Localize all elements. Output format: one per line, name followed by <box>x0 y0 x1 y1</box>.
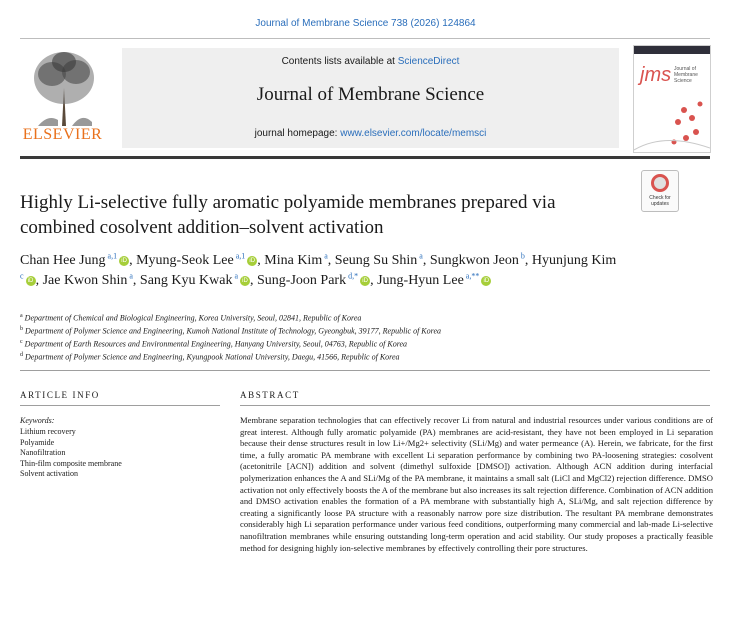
homepage-prefix: journal homepage: <box>254 128 341 139</box>
orcid-icon[interactable]: iD <box>240 276 250 286</box>
journal-masthead <box>122 48 619 148</box>
author-list: Chan Hee Jung $^{a,1}$iD , Myung-Seok Lee $^{a,1}$iD , Mina Kim $^a$, Seung Su Shin $^a$, Sungkwon Jeon $^b$, Hyunjung Kim $^c$iD , Jae Kwon Shin $^a$, Sang Kyu Kwak $^a$iD , Sung-Joon Park $^{d,*}$iD , Jung-Hyun Lee $^{a,**}$iD <box>20 251 617 288</box>
journal-homepage-link[interactable]: www.elsevier.com/locate/memsci <box>340 128 487 139</box>
affiliation-key: a <box>20 313 23 319</box>
keyword: Thin-film composite membrane <box>20 458 122 468</box>
homepage-line <box>122 128 619 139</box>
affiliation-text: Department of Earth Resources and Environmental Engineering, Hanyang University, Seoul, 04763, Republic of Korea <box>22 339 408 349</box>
abstract-heading: ABSTRACT <box>240 390 300 400</box>
author-affiliation-marker[interactable]: c <box>20 271 24 281</box>
abstract-text: Membrane separation technologies that can effectively recover Li from natural and industrial resources under various conditions are of great interest. Although fully aromatic polyamide (PA) membranes are acid-resistant, they have not been employed in Li separation because their dense structures result in low Li+/Mg2+ selectivity (SLi/Mg) and water permeance (A). Herein, we fabricate, for the first time, a fully aromatic PA membrane with excellent Li separation performance by combining two PA-loosening strategies: cosolvent (acetonitrile [ACN]) addition and solvent (dimethyl sulfoxide [DMSO]) activation. Although ACN addition during interfacial polymerization enhances the A and SLi/Mg of the PA membrane, it maintains a small salt (LiCl and MgCl2) rejection difference. DMSO activation not only effectively boosts the A of the membrane but also increases its salt rejection difference. Combination of ACN addition and DMSO activation enables the formation of a PA membrane with substantially high A, SLi/Mg, and salt rejection difference by creating a significantly loose PA structure with a reasonably narrow pore size distribution. The resultant PA membrane demonstrates considerably high Li separation performance under various feed conditions, outperforming many commercial and lab-made Li-selective nanofiltration membranes while ensuring outstanding long-term operation and acid stability. Our study proposes a practically feasible method for designing highly ion-selective membranes by effectively controlling their pore structures. <box>240 415 713 553</box>
keyword: Lithium recovery <box>20 427 76 436</box>
affiliation-text: Department of Polymer Science and Engineering, Kyungpook National University, Daegu, 41566, Republic of Korea <box>23 353 400 363</box>
author-affiliation-marker[interactable]: b <box>518 251 525 261</box>
contents-prefix: Contents lists available at <box>281 56 398 67</box>
author-affiliation-marker[interactable]: a <box>417 251 423 261</box>
author-name[interactable]: Jung-Hyun Lee <box>377 273 464 288</box>
author[interactable] <box>430 253 525 268</box>
abstract-divider <box>240 405 710 406</box>
check-for-updates-button[interactable] <box>641 170 679 212</box>
author[interactable] <box>140 273 250 288</box>
author-name[interactable]: Mina Kim <box>264 253 323 268</box>
author-name[interactable]: Sung-Joon Park <box>257 273 347 288</box>
orcid-icon[interactable]: iD <box>247 256 257 266</box>
cover-art-icon <box>634 92 710 152</box>
author-affiliation-marker[interactable]: a,** <box>463 271 480 281</box>
affiliation <box>20 311 710 324</box>
cover-subtitle: Journal of Membrane Science <box>674 66 698 84</box>
section-divider <box>20 370 710 371</box>
article-info-divider <box>20 405 220 406</box>
author-name[interactable]: Sang Kyu Kwak <box>139 273 233 288</box>
article-title: Highly Li-selective fully aromatic polyamide membranes prepared via combined cosolvent addition–solvent activation <box>20 192 556 238</box>
author-name[interactable]: Sungkwon Jeon <box>429 253 519 268</box>
author[interactable] <box>335 253 423 268</box>
keywords-label: Keywords: <box>20 416 55 425</box>
cover-top-band <box>634 46 710 54</box>
author-affiliation-marker[interactable]: d,* <box>346 271 359 281</box>
orcid-icon[interactable]: iD <box>119 256 129 266</box>
affiliation <box>20 337 710 350</box>
journal-cover[interactable] <box>633 45 711 153</box>
affiliation-list <box>20 311 710 364</box>
keyword: Solvent activation <box>20 469 78 479</box>
affiliation-key: c <box>20 339 23 346</box>
top-divider <box>20 38 710 39</box>
affiliation-key: b <box>20 326 23 333</box>
sciencedirect-link[interactable]: ScienceDirect <box>397 56 460 67</box>
author-name[interactable]: Myung-Seok Lee <box>136 253 234 268</box>
affiliation-key: d <box>20 352 23 359</box>
contents-line <box>122 56 619 67</box>
author-affiliation-marker[interactable]: a <box>127 271 133 281</box>
journal-citation[interactable]: Journal of Membrane Science 738 (2026) 124864 <box>255 18 476 29</box>
keyword: Nanofiltration <box>20 448 66 458</box>
author[interactable] <box>377 273 491 288</box>
keyword: Polyamide <box>20 437 55 447</box>
author[interactable] <box>257 273 370 288</box>
author[interactable] <box>20 253 129 268</box>
elsevier-logo[interactable] <box>20 48 105 148</box>
author-affiliation-marker[interactable]: a,1 <box>105 251 118 261</box>
elsevier-wordmark: ELSEVIER <box>22 126 103 143</box>
elsevier-tree-icon <box>28 48 100 128</box>
author[interactable] <box>43 273 133 288</box>
keyword-list <box>20 427 220 480</box>
orcid-icon[interactable]: iD <box>360 276 370 286</box>
header-divider <box>20 156 710 159</box>
affiliation-text: Department of Polymer Science and Engineering, Kumoh National Institute of Technology, Gyeongbuk, 39177, Republic of Korea <box>23 326 442 336</box>
author-name[interactable]: Chan Hee Jung <box>20 253 106 268</box>
affiliation-text: Department of Chemical and Biological Engineering, Korea University, Seoul, 02841, Republic of Korea <box>22 313 362 323</box>
author-name[interactable]: Jae Kwon Shin <box>42 273 128 288</box>
article-info-heading: ARTICLE INFO <box>20 390 100 400</box>
author-name[interactable]: Hyunjung Kim <box>531 253 617 268</box>
affiliation <box>20 324 710 337</box>
author[interactable] <box>264 253 328 268</box>
check-updates-icon <box>651 174 669 192</box>
author-name[interactable]: Seung Su Shin <box>334 253 418 268</box>
orcid-icon[interactable]: iD <box>481 276 491 286</box>
orcid-icon[interactable]: iD <box>26 276 36 286</box>
check-updates-label: Check for updates <box>649 195 671 207</box>
author-affiliation-marker[interactable]: a <box>322 251 328 261</box>
author-affiliation-marker[interactable]: a,1 <box>233 251 246 261</box>
journal-title: Journal of Membrane Science <box>256 84 485 105</box>
author[interactable] <box>136 253 257 268</box>
affiliation <box>20 350 710 363</box>
author-affiliation-marker[interactable]: a <box>232 271 239 281</box>
cover-logo: jms <box>640 64 672 86</box>
